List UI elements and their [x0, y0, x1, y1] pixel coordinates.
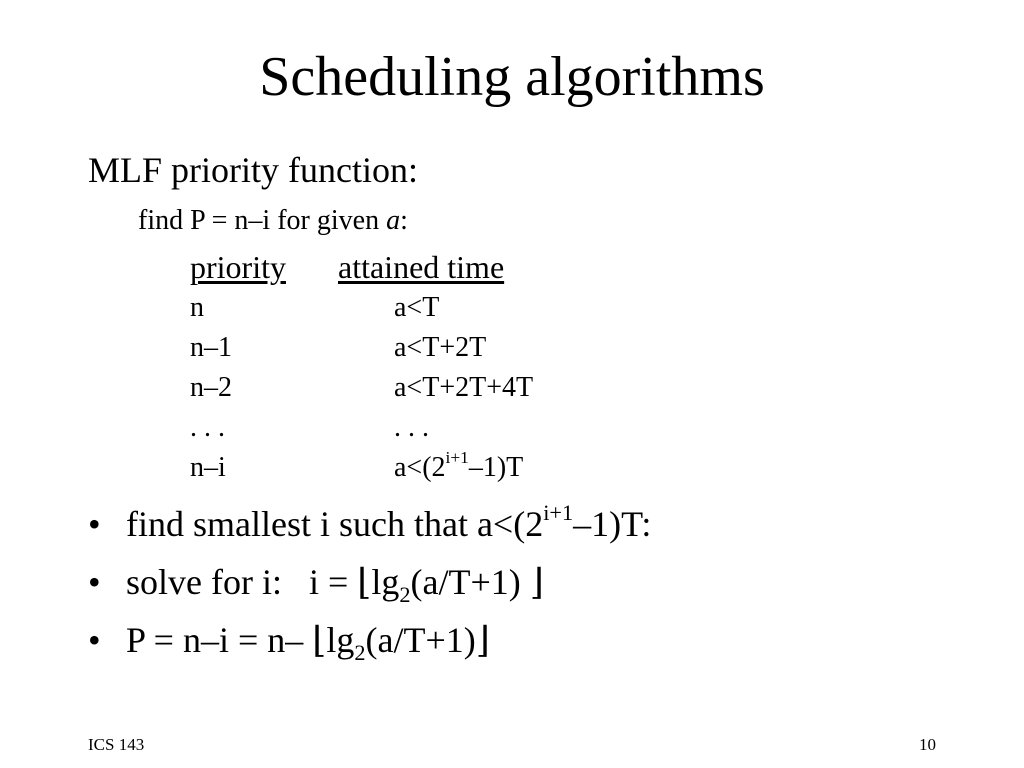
- floor-open-symbol: ⌊: [312, 620, 327, 661]
- table-header: [190, 248, 504, 286]
- floor-close-symbol: ⌋: [529, 562, 544, 603]
- bullet-text: [126, 499, 652, 546]
- section-heading: MLF priority function:: [88, 150, 418, 190]
- bullet-marker: •: [88, 504, 101, 544]
- row-time-suffix: –1)T: [468, 452, 524, 483]
- bullet-text: [126, 560, 544, 608]
- bullet-exponent: i+1: [543, 499, 574, 525]
- header-attained-time: attained time: [337, 249, 505, 285]
- floor-close-symbol: ⌋: [475, 620, 490, 661]
- bullet-prefix: solve for i: i =: [126, 562, 358, 602]
- row-time: a<T: [394, 292, 440, 323]
- log-argument: (a/T+1): [410, 562, 530, 602]
- row-priority: n–i: [190, 452, 226, 483]
- footer-page-number: 10: [919, 735, 936, 754]
- row-priority: n: [190, 292, 204, 323]
- log-function: lg: [371, 562, 400, 602]
- formula-variable: a: [386, 205, 401, 236]
- log-base: 2: [399, 582, 411, 608]
- priority-formula-line: [138, 203, 408, 239]
- row-priority: n–1: [190, 332, 232, 363]
- slide-title: Scheduling algorithms: [259, 46, 765, 108]
- bullet-marker: •: [88, 620, 101, 660]
- bullet-prefix: P = n–i = n–: [126, 620, 313, 660]
- header-priority: priority: [190, 249, 286, 285]
- row-time: [394, 450, 523, 486]
- row-time: a<T+2T: [394, 332, 487, 363]
- log-argument: (a/T+1): [365, 620, 476, 660]
- log-function: lg: [326, 620, 355, 660]
- bullet-text: [126, 618, 490, 666]
- formula-suffix: :: [400, 205, 408, 236]
- row-time: . . .: [394, 412, 429, 443]
- log-base: 2: [354, 640, 366, 666]
- row-priority: . . .: [190, 412, 225, 443]
- row-priority: n–2: [190, 372, 232, 403]
- footer-course: ICS 143: [88, 735, 145, 754]
- bullet-suffix: –1)T:: [573, 504, 652, 544]
- bullet-marker: •: [88, 562, 101, 602]
- formula-prefix: find P = n–i for given: [138, 205, 387, 236]
- row-time-exponent: i+1: [445, 448, 469, 468]
- row-time-prefix: a<(2: [394, 452, 446, 483]
- row-time: a<T+2T+4T: [394, 372, 534, 403]
- floor-open-symbol: ⌊: [357, 562, 372, 603]
- bullet-prefix: find smallest i such that a<(2: [126, 504, 544, 544]
